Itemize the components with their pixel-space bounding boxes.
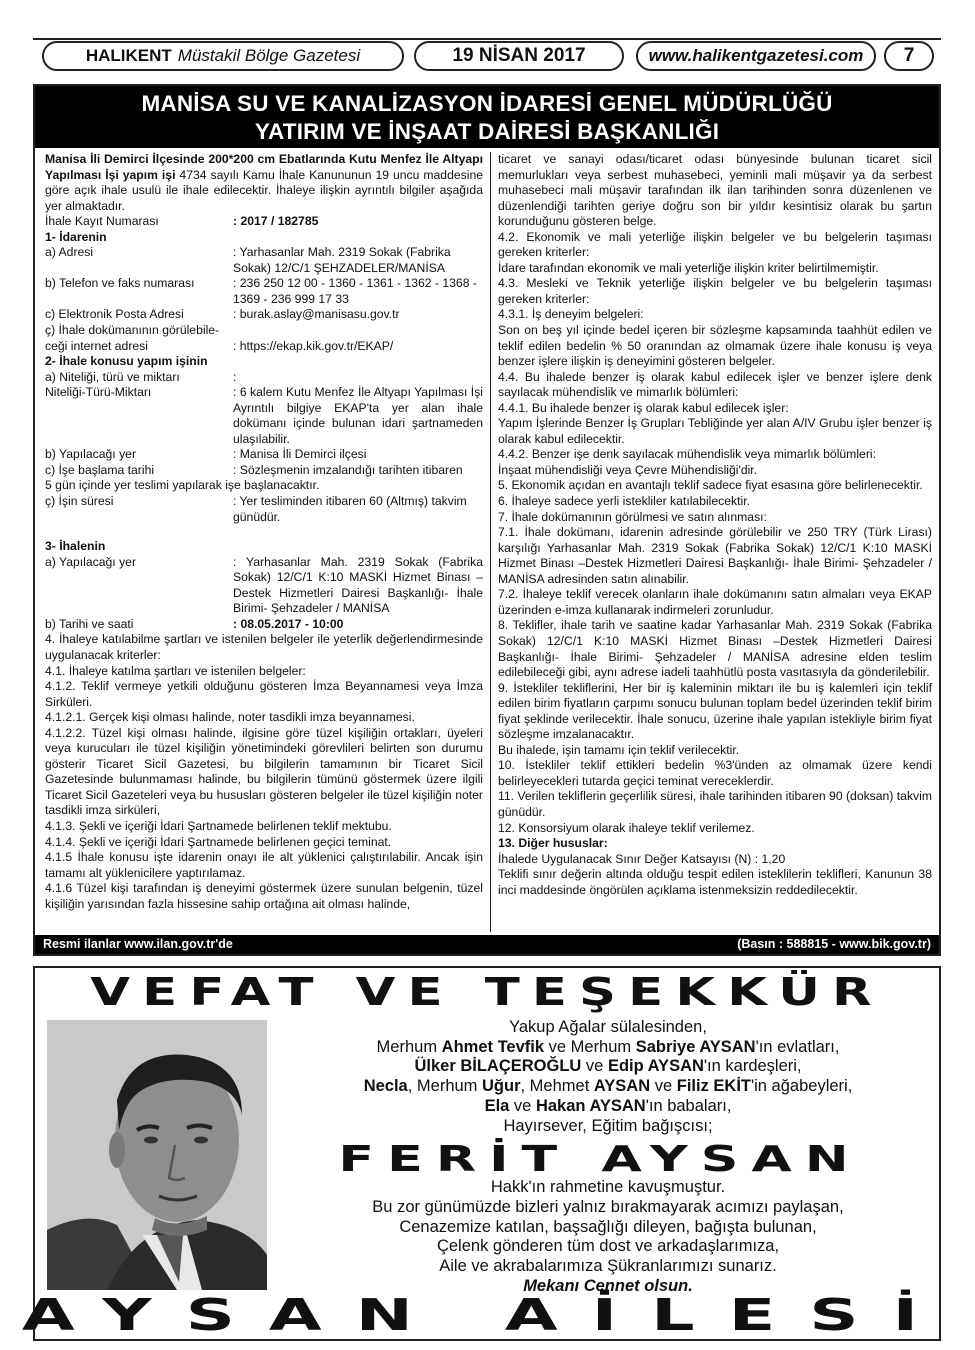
s2-yer-label: b) Yapılacağı yer	[45, 447, 137, 462]
right-para-3: 4.3. Mesleki ve Teknik yeterliğe ilişkin belgeler ve bu belgelerin taşıması gereken kriterler:	[498, 276, 932, 306]
s2-sure-value: : Yer tesliminden itibaren 60 (Altmış) takvim günüdür.	[233, 494, 467, 524]
obit-l4-g: Filiz EKİT	[676, 1077, 751, 1096]
website-link[interactable]: www.halikentgazetesi.com	[636, 41, 876, 71]
s2-bas-cont: 5 gün içinde yer teslimi yapılarak işe başlanacaktır.	[45, 478, 320, 493]
obituary-text	[278, 1018, 938, 1136]
s13-para-2: Teklifi sınır değerin altında olduğu tespit edilen isteklilerin teklifleri, Kanunun 38 inci maddesinde öngörülen açıklama istenmeksizin reddedilecektir.	[498, 867, 932, 897]
right-para-12: 6. İhaleye sadece yerli istekliler katılabilecektir.	[498, 494, 750, 509]
s2-nit-row	[45, 370, 483, 386]
obit-l2-b: Ahmet Tevfik	[441, 1037, 545, 1056]
s2-sure-label: ç) İşin süresi	[45, 494, 114, 509]
obituary-title: VEFAT VE TEŞEKKÜR	[90, 970, 884, 1014]
footer-right-note[interactable]: (Basın : 588815 - www.bik.gov.tr)	[737, 937, 931, 951]
s3-yer-label: a) Yapılacağı yer	[45, 554, 137, 569]
right-para-19: 10. İstekliler teklif ettikleri bedelin %3'ünden az olmamak üzere kendi belirleyecekleri tutarda geçici teminat vereceklerdir.	[498, 758, 932, 788]
obit-l4-d: , Mehmet	[520, 1077, 594, 1096]
s2-yer-row	[45, 447, 483, 463]
s1-tel-value: : 236 250 12 00 - 1360 - 1361 - 1362 - 1368 - 1369 - 236 999 17 33	[233, 276, 477, 306]
right-para-5: Son on beş yıl içinde bedel içeren bir sözleşme kapsamında taahhüt edilen ve teklif edilen bedelin % 50 oranından az olmamak üzere ihale konusu iş veya benzer işlere ilişkin iş deneyimini gösteren belgeler.	[498, 323, 932, 369]
right-para-8: Yapım İşlerinde Benzer İş Grupları Tebliğinde yer alan A/IV Grubu işler benzer iş olarak kabul edilecektir.	[498, 416, 932, 446]
obit-l4-b: , Merhum	[407, 1077, 483, 1096]
left-para-3: 4.1.2.1. Gerçek kişi olması halinde, noter tasdikli imza beyannamesi.	[45, 710, 415, 725]
s1-doc-value[interactable]: : https://ekap.kik.gov.tr/EKAP/	[233, 338, 394, 353]
s2-nit-label: a) Niteliği, türü ve miktarı	[45, 369, 180, 384]
obit-l3-c: Edip AYSAN	[607, 1057, 704, 1076]
right-para-20: 11. Verilen tekliflerin geçerlilik süresi, ihale tarihinden itibaren 90 (doksan) takvim günüdür.	[498, 789, 932, 819]
left-para-0: 4. İhaleye katılabilme şartları ve istenilen belgeler ile yeterlik değerlendirmesinde uygulanacak kriterler:	[45, 632, 483, 662]
obit-l3-b: ve	[581, 1057, 608, 1076]
left-para-2: 4.1.2. Teklif vermeye yetkili olduğunu gösteren İmza Beyannamesi veya İmza Sirküleri.	[45, 679, 483, 709]
left-para-8: 4.1.6 Tüzel kişi tarafından iş deneyimi göstermek üzere sunulan belgenin, tüzel kişiliğin yarısından fazla hissesine sahip ortağına ait olması halinde,	[45, 881, 483, 911]
paper-subtitle: Müstakil Bölge Gazetesi	[177, 46, 361, 65]
obit-l2-c: ve Merhum	[544, 1037, 636, 1056]
tender-intro-rest: 4734 sayılı Kamu İhale Kanununun 19 uncu maddesine göre açık ihale usulü ile ihale edilecektir. İhaleye ilişkin ayrıntılı bilgiler aşağıda yer almaktadır.	[45, 167, 484, 213]
kayit-value: : 2017 / 182785	[233, 214, 319, 229]
right-para-15: 7.2. İhaleye teklif verecek olanların ihale dokümanını satın almaları veya EKAP üzerinden e-imza kullanarak indirmeleri zorunludur.	[498, 587, 932, 617]
paper-name-pill	[42, 41, 404, 71]
obit-l5-c: Hakan AYSAN	[535, 1096, 646, 1115]
right-para-10: İnşaat mühendisliği veya Çevre Mühendisliği'dir.	[498, 462, 758, 477]
s1-tel-row	[45, 276, 483, 307]
section-1-heading: 1- İdarenin	[45, 229, 107, 244]
obit-thanks-4: Çelenk gönderen tüm dost ve arkadaşlarımıza,	[436, 1237, 780, 1256]
right-para-7: 4.4.1. Bu ihalede benzer iş olarak kabul edilecek işler:	[498, 400, 789, 415]
family-signature: AYSAN AİLESİ	[21, 1290, 953, 1341]
obit-l2-e: 'ın evlatları,	[755, 1037, 840, 1056]
left-para-6: 4.1.4. Şekli ve içeriği İdari Şartnamede belirlenen geçici teminat.	[45, 834, 392, 849]
issue-date: 19 NİSAN 2017	[414, 41, 624, 71]
right-para-13: 7. İhale dokümanının görülmesi ve satın alınması:	[498, 509, 767, 524]
s2-bas-label: c) İşe başlama tarihi	[45, 462, 155, 477]
right-para-0: ticaret ve sanayi odası/ticaret odası bünyesinde bulunan ticaret sicil memurlukları veya serbest muhasebeci, yeminli mali müşavir ya da serbest muhasebeci mali müşavir tarafından ilk ilan tarihinden sonra düzenlenen ve düzenlendiği tarihten geriye doğru son bir yıldır kesintisiz olarak bu şartın korunduğunu gösteren belge.	[498, 152, 932, 229]
obit-l4-a: Necla	[363, 1077, 408, 1096]
obit-l4-e: AYSAN	[593, 1077, 651, 1096]
right-para-21: 12. Konsorsiyum olarak ihaleye teklif verilemez.	[498, 820, 755, 835]
s3-tarih-value: : 08.05.2017 - 10:00	[233, 616, 344, 631]
s2-nit-value: :	[233, 369, 237, 384]
right-para-4: 4.3.1. İş deneyim belgeleri:	[498, 307, 644, 322]
deceased-name: FERİT AYSAN	[338, 1139, 862, 1180]
right-para-18: Bu ihalede, işin tamamı için teklif verilecektir.	[498, 742, 740, 757]
s3-tarih-row	[45, 617, 483, 633]
s1-adres-value: : Yarhasanlar Mah. 2319 Sokak (Fabrika Sokak) 12/C/1 ŞEHZADELER/MANİSA	[233, 245, 451, 275]
footer-left-note[interactable]: Resmi ilanlar www.ilan.gov.tr'de	[43, 937, 233, 951]
obit-l4-f: ve	[650, 1077, 677, 1096]
page-number: 7	[884, 41, 934, 71]
obit-signoff: Mekanı Cennet olsun.	[523, 1276, 693, 1295]
s2-sure-row	[45, 494, 483, 525]
s1-doc-label: ç) İhale dokümanının görülebile-ceği internet adresi	[45, 323, 220, 353]
obituary-thanks	[278, 1178, 938, 1297]
s3-tarih-label: b) Tarihi ve saati	[45, 616, 134, 631]
obit-l4-h: 'in ağabeyleri,	[750, 1077, 853, 1096]
obit-thanks-3: Cenazemize katılan, başsağlığı dileyen, bağışta bulunan,	[399, 1217, 817, 1236]
column-divider	[490, 152, 491, 932]
tender-ad-footer	[35, 935, 939, 954]
left-para-1: 4.1. İhaleye katılma şartları ve istenilen belgeler:	[45, 663, 306, 678]
obit-l5-d: 'ın babaları,	[645, 1096, 732, 1115]
paper-name: HALIKENT	[85, 46, 172, 65]
obit-l3-a: Ülker BİLAÇEROĞLU	[414, 1057, 582, 1076]
tender-left-column	[45, 152, 483, 912]
s2-yer-value: : Manisa İli Demirci ilçesi	[233, 447, 367, 462]
obit-line-3	[278, 1057, 938, 1077]
tender-ad-title	[35, 86, 939, 148]
masthead-rule	[33, 38, 941, 40]
right-para-11: 5. Ekonomik açıdan en avantajlı teklif sadece fiyat esasına göre belirlenecektir.	[498, 478, 923, 493]
s1-doc-row	[45, 323, 483, 354]
section-13-heading: 13. Diğer hususlar:	[498, 836, 608, 851]
left-para-5: 4.1.3. Şekli ve içeriği İdari Şartnamede belirlenen teklif mektubu.	[45, 818, 392, 833]
left-para-7: 4.1.5 İhale konusu işte idarenin onayı ile alt yüklenici çalıştırılabilir. Ancak işin tamamı alt yüklenicilere yaptırılamaz.	[45, 850, 483, 880]
obit-thanks-2: Bu zor günümüzde bizleri yalnız bırakmayarak acımızı paylaşan,	[372, 1197, 844, 1216]
s2-ntm-label: Niteliği-Türü-Miktarı	[45, 385, 152, 400]
tender-ad-title-line2: YATIRIM VE İNŞAAT DAİRESİ BAŞKANLIĞI	[254, 119, 720, 144]
obit-thanks-5: Aile ve akrabalarımıza Şükranlarımızı sunarız.	[439, 1257, 777, 1276]
tender-ad-title-line1: MANİSA SU VE KANALİZASYON İDARESİ GENEL MÜDÜRLÜĞÜ	[141, 91, 833, 116]
s1-adres-label: a) Adresi	[45, 245, 94, 260]
s1-mail-value[interactable]: : burak.aslay@manisasu.gov.tr	[233, 307, 400, 322]
right-para-2: İdare tarafından ekonomik ve mali yeterliğe ilişkin kriter belirtilmemiştir.	[498, 260, 879, 275]
right-para-6: 4.4. Bu ihalede benzer iş olarak kabul edilecek işler ve benzer işlere denk sayılacak mühendislik ve mimarlık bölümleri:	[498, 369, 932, 400]
section-2-heading: 2- İhale konusu yapım işinin	[45, 354, 208, 369]
obit-l2-a: Merhum	[376, 1037, 442, 1056]
right-para-17: 9. İstekliler tekliflerini, Her bir iş kaleminin miktarı ile bu iş kalemleri için teklif edilen birim fiyatların çarpımı sonucu bulunan toplam bedel üzerinden teklif birim fiyat şeklinde verilecektir. İhale sonucu, üzerine ihale yapılan istekliyle birim fiyat sözleşme imzalanacaktır.	[498, 680, 932, 742]
s1-adres-row	[45, 245, 483, 276]
obit-l2-d: Sabriye AYSAN	[635, 1037, 756, 1056]
kayit-row	[45, 214, 483, 230]
s3-yer-value: : Yarhasanlar Mah. 2319 Sokak (Fabrika Sokak) 12/C/1 K:10 MASKİ Hizmet Binası –Destek Hizmetleri Dairesi Başkanlığı- İhale Birimi- Şehzadeler / MANİSA	[233, 554, 483, 616]
section-3-heading: 3- İhalenin	[45, 539, 106, 554]
tender-intro	[45, 152, 483, 214]
right-para-1: 4.2. Ekonomik ve mali yeterliğe ilişkin belgeler ve bu belgelerin taşıması gereken kriterler:	[498, 229, 932, 260]
s2-bas-row	[45, 463, 483, 479]
s1-mail-row	[45, 307, 483, 323]
obit-line-2	[278, 1038, 938, 1058]
s2-ntm-row	[45, 385, 483, 447]
s2-bas-value: : Sözleşmenin imzalandığı tarihten itibaren	[233, 462, 463, 477]
left-para-4: 4.1.2.2. Tüzel kişi olması halinde, ilgisine göre tüzel kişiliğin ortakları, üyeleri veya kurucuları ile tüzel kişiliğin yönetimindeki görevlileri belirten son durumu gösterir Ticaret Sicil Gazetesi, bu bilgilerin tamamının bir Ticaret Sicil Gazetesinde bulunmaması halinde, bu bilgilerin tümünü göstermek üzere ilgili Ticaret Sicil Gazeteleri veya bu hususları gösteren belgeler ile tüzel kişiliğin noter tasdikli imza sirküleri,	[45, 725, 483, 818]
s1-tel-label: b) Telefon ve faks numarası	[45, 276, 195, 291]
obit-l5-a: Ela	[484, 1096, 510, 1115]
s2-ntm-value: : 6 kalem Kutu Menfez İle Altyapı Yapılması İşi Ayrıntılı bilgiye EKAP'ta yer alan ihale dokümanı içinde bulunan idari şartnameden ulaşılabilir.	[233, 385, 483, 446]
obit-line-6: Hayırsever, Eğitim bağışcısı;	[503, 1116, 713, 1135]
s13-para-1: İhalede Uygulanacak Sınır Değer Katsayısı (N) : 1,20	[498, 851, 786, 866]
kayit-label: İhale Kayıt Numarası	[45, 214, 159, 229]
right-para-14: 7.1. İhale dokümanı, idarenin adresinde görülebilir ve 250 TRY (Türk Lirası) karşılığı Yarhasanlar Mah. 2319 Sokak (Fabrika Sokak) 12/C/1 K:10 MASKİ Hizmet Binası –Destek Hizmetleri Dairesi Başkanlığı- İhale Birimi- Şehzadeler / MANİSA adresinden satın alınabilir.	[498, 525, 932, 586]
obit-line-4	[278, 1077, 938, 1097]
s3-yer-row	[45, 555, 483, 617]
obit-thanks-1: Hakk'ın rahmetine kavuşmuştur.	[490, 1178, 726, 1196]
right-para-9: 4.4.2. Benzer işe denk sayılacak mühendislik veya mimarlık bölümleri:	[498, 447, 876, 462]
s1-mail-label: c) Elektronik Posta Adresi	[45, 307, 184, 322]
right-para-16: 8. Teklifler, ihale tarih ve saatine kadar Yarhasanlar Mah. 2319 Sokak (Fabrika Sokak) 12/C/1 K:10 MASKİ Hizmet Binası –Destek Hizmetleri Dairesi Başkanlığı- İhale Birimi- Şehzadeler / MANİSA adresine elden teslim edilebileceği gibi, aynı adrese iadeli taahhütlü posta vasıtasıyla da gönderilebilir.	[498, 618, 932, 680]
obit-l4-c: Uğur	[482, 1077, 521, 1096]
tender-right-column	[498, 152, 932, 898]
obit-line-1: Yakup Ağalar sülalesinden,	[509, 1018, 707, 1036]
obit-l3-d: 'ın kardeşleri,	[703, 1057, 802, 1076]
tender-intro-bold: Manisa İli Demirci İlçesinde 200*200 cm Ebatlarında Kutu Menfez İle Altyapı Yapılması İşi yapım işi	[45, 152, 483, 182]
obit-l5-b: ve	[509, 1096, 536, 1115]
obit-line-5	[278, 1097, 938, 1117]
